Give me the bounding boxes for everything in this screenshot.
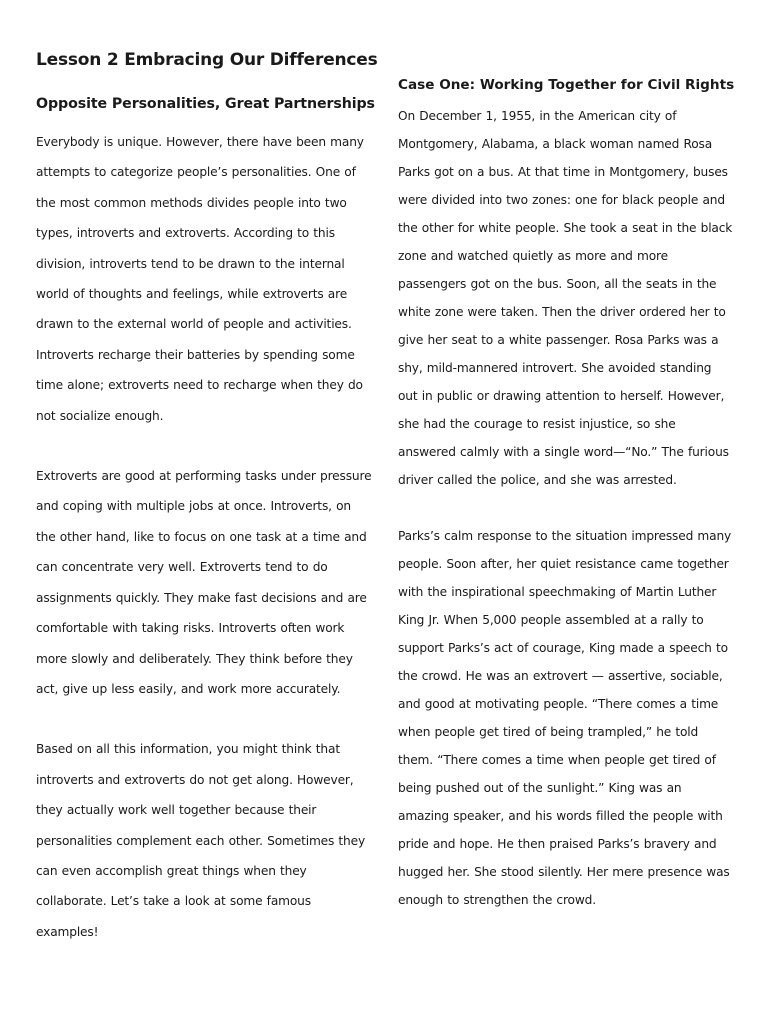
left-column <box>36 48 378 977</box>
right-column <box>398 74 734 942</box>
king-paragraph: Parks’s calm response to the situation impressed many people. Soon after, her quiet resistance came together with the inspirational speechmaking of Martin Luther King Jr. When 5,000 people assembled at a rally to support Parks’s act of courage, King made a speech to the crowd. He was an extrovert — assertive, sociable, and good at motivating people. “There comes a time when people get tired of being trampled,” he told them. “There comes a time when people get tired of being pushed out of the sunlight.” King was an amazing speaker, and his words filled the people with pride and hope. He then praised Parks’s bravery and hugged her. She stood silently. Her mere presence was enough to strengthen the crowd. <box>398 529 732 907</box>
intro-paragraph: Everybody is unique. However, there have been many attempts to categorize people’s personalities. One of the most common methods divides people into two types, introverts and extroverts. According to this division, introverts tend to be drawn to the internal world of thoughts and feelings, while extroverts are drawn to the external world of people and activities. Introverts recharge their batteries by spending some time alone; extroverts need to recharge when they do not socialize enough. <box>36 135 364 423</box>
collaboration-paragraph: Based on all this information, you might think that introverts and extroverts do not get along. However, they actually work well together because their personalities complement each other. Sometimes they can even accomplish great things when they collaborate. Let’s take a look at some famous examples! <box>36 742 366 939</box>
section-heading: Opposite Personalities, Great Partnerships <box>36 96 375 112</box>
lesson-title: Lesson 2 Embracing Our Differences <box>36 50 378 70</box>
case-heading: Case One: Working Together for Civil Rights <box>398 77 735 93</box>
rosa-parks-paragraph: On December 1, 1955, in the American city of Montgomery, Alabama, a black woman named Rosa Parks got on a bus. At that time in Montgomery, buses were divided into two zones: one for black people and the other for white people. She took a seat in the black zone and watched quietly as more and more passengers got on the bus. Soon, all the seats in the white zone were taken. Then the driver ordered her to give her seat to a white passenger. Rosa Parks was a shy, mild-mannered introvert. She avoided standing out in public or drawing attention to herself. However, she had the courage to resist injustice, so she answered calmly with a single word—“No.” The furious driver called the police, and she was arrested. <box>398 109 733 487</box>
comparison-paragraph: Extroverts are good at performing tasks under pressure and coping with multiple jobs at once. Introverts, on the other hand, like to focus on one task at a time and can concentrate very well. Extroverts tend to do assignments quickly. They make fast decisions and are comfortable with taking risks. Introverts often work more slowly and deliberately. They think before they act, give up less easily, and work more accurately. <box>36 469 372 696</box>
